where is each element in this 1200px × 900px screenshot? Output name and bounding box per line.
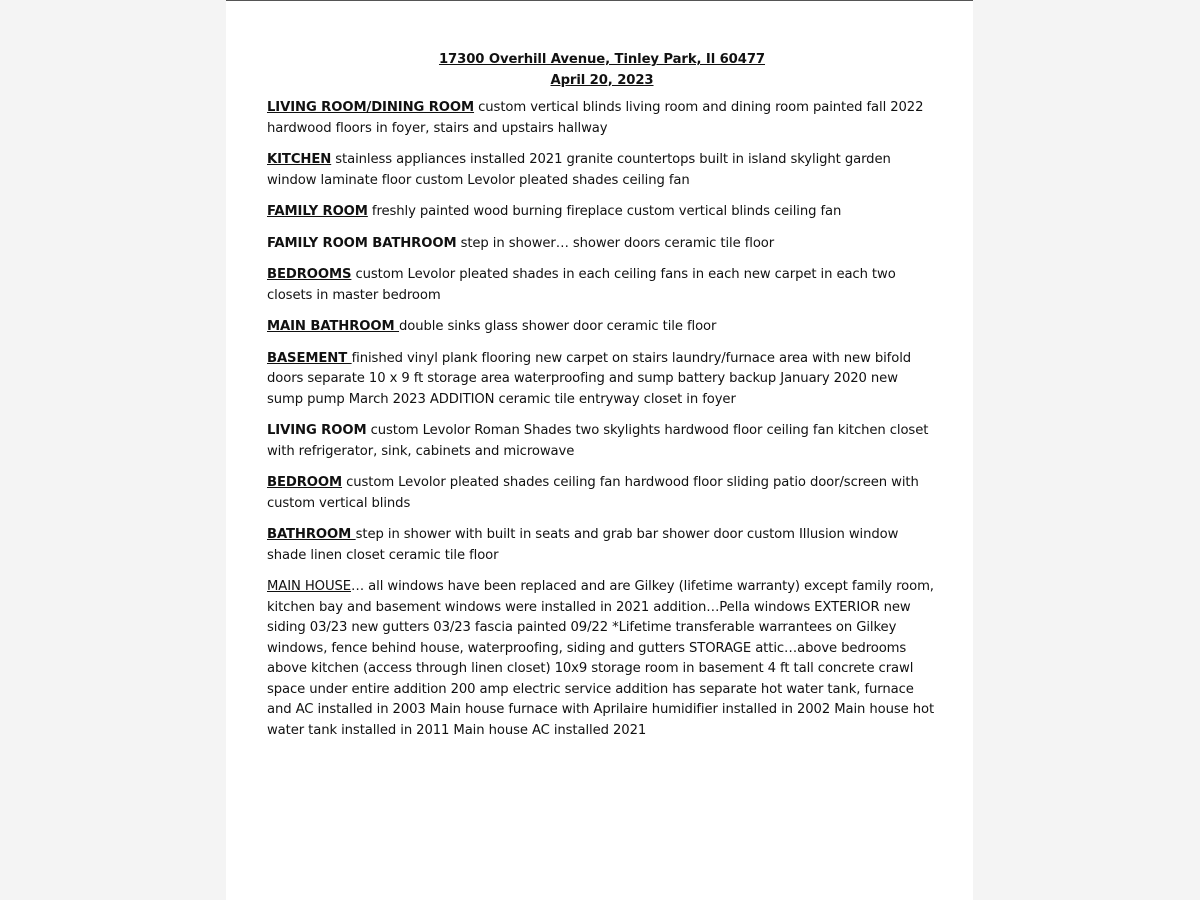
section-text: step in shower… shower doors ceramic tile floor (456, 235, 775, 251)
document-body (267, 50, 937, 752)
document-header (267, 50, 937, 91)
section-basement (267, 349, 937, 411)
section-text: stainless appliances installed 2021 granite countertops built in island skylight garden window laminate floor custom Levolor pleated shades ceiling fan (267, 152, 891, 188)
document-page (226, 0, 973, 900)
section-label: BASEMENT (267, 350, 352, 366)
section-living-dining-room (267, 98, 937, 139)
section-label: LIVING ROOM (267, 423, 367, 438)
section-text: double sinks glass shower door ceramic tile floor (399, 319, 717, 334)
section-addition-bathroom (267, 525, 937, 566)
section-main-house (267, 577, 937, 741)
section-text: custom Levolor Roman Shades two skylights hardwood floor ceiling fan kitchen closet with refrigerator, sink, cabinets and microwave (267, 423, 929, 459)
section-text: custom Levolor pleated shades ceiling fan hardwood floor sliding patio door/screen with custom vertical blinds (267, 475, 919, 511)
section-text: finished vinyl plank flooring new carpet on stairs laundry/furnace area with new bifold doors separate 10 x 9 ft storage area waterproofing and sump battery backup January 2020 new sump pump March 2023 ADDITION ceramic tile entryway closet in foyer (267, 350, 912, 407)
section-label: MAIN HOUSE (267, 579, 351, 594)
section-label: BEDROOM (267, 475, 343, 490)
section-label: KITCHEN (267, 152, 332, 167)
section-text: custom vertical blinds living room and dining room painted fall 2022 hardwood floors in foyer, stairs and upstairs hallway (267, 100, 924, 136)
section-text: freshly painted wood burning fireplace custom vertical blinds ceiling fan (367, 204, 842, 219)
section-addition-bedroom (267, 473, 937, 514)
section-family-room (267, 202, 937, 223)
section-label: BATHROOM (267, 527, 356, 542)
section-text: custom Levolor pleated shades in each ceiling fans in each new carpet in each two closets in master bedroom (267, 267, 896, 303)
property-address: 17300 Overhill Avenue, Tinley Park, Il 60477 (438, 52, 765, 67)
section-label: BEDROOMS (267, 267, 352, 282)
section-text: … all windows have been replaced and are Gilkey (lifetime warranty) except family room, kitchen bay and basement windows were installed in 2021 addition…Pella windows EXTERIOR new siding 03/23 new gutters 03/23 fascia painted 09/22 *Lifetime transferable warrantees on Gilkey windows, fence behind house, waterproofing, siding and gutters STORAGE attic…above bedrooms above kitchen (access through linen closet) 10x9 storage room in basement 4 ft tall concrete crawl space under entire addition 200 amp electric service addition has separate hot water tank, furnace and AC installed in 2003 Main house furnace with Aprilaire humidifier installed in 2002 Main house hot water tank installed in 2011 Main house AC installed 2021 (267, 579, 935, 738)
section-bedrooms (267, 265, 937, 306)
document-date: April 20, 2023 (550, 72, 654, 88)
section-main-bathroom (267, 317, 937, 338)
section-family-room-bathroom (267, 234, 937, 255)
section-label: FAMILY ROOM BATHROOM (267, 235, 457, 251)
section-kitchen (267, 150, 937, 191)
section-addition-living-room (267, 421, 937, 462)
section-text: step in shower with built in seats and grab bar shower door custom Illusion window shade linen closet ceramic tile floor (267, 527, 899, 563)
section-label: FAMILY ROOM (267, 204, 368, 219)
section-label: MAIN BATHROOM (267, 319, 400, 334)
section-label: LIVING ROOM/DINING ROOM (267, 100, 475, 115)
